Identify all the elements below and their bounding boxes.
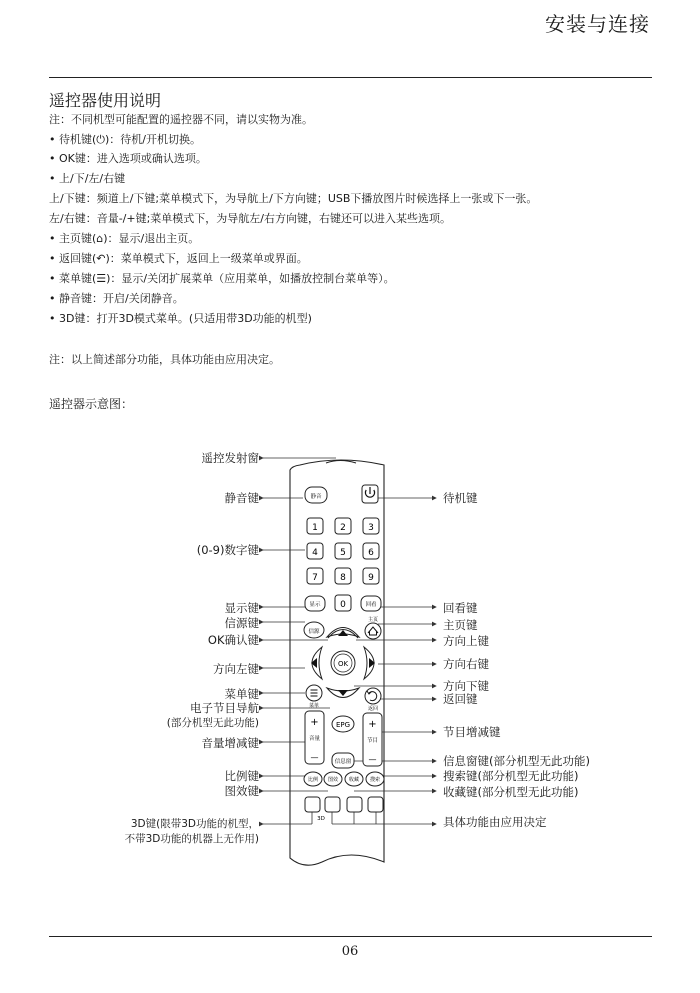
label-source: 信源键	[224, 616, 259, 630]
digit-label: 2	[340, 523, 346, 533]
label-digits: (0-9)数字键	[196, 543, 259, 557]
note: 注：以上简述部分功能，具体功能由应用决定。	[49, 353, 280, 366]
digit-label: 4	[312, 548, 318, 558]
footer-rule	[49, 936, 652, 937]
volume-minus: —	[310, 753, 319, 762]
paragraph: • 菜单键(☰)：显示/关闭扩展菜单（应用菜单，如播放控制台菜单等）。	[49, 272, 395, 285]
ir-window	[326, 461, 356, 464]
label-mute: 静音键	[224, 491, 259, 505]
label-epg-note: (部分机型无此功能)	[166, 717, 259, 729]
label-picture: 图效键	[224, 784, 259, 798]
paragraph: • 静音键：开启/关闭静音。	[49, 292, 184, 305]
label-display: 显示键	[224, 601, 259, 615]
paragraph: • OK键：进入选项或确认选项。	[49, 152, 207, 165]
3d-caption: 3D	[317, 816, 325, 822]
picture-button-label: 图效	[327, 777, 339, 783]
digit-label: 9	[368, 573, 374, 583]
favorite-button-label: 收藏	[348, 777, 360, 783]
paragraph: 左/右键：音量-/+键;菜单模式下，为导航左/右方向键，右键还可以进入某些选项。	[49, 212, 452, 225]
search-button-label: 搜索	[369, 777, 381, 783]
app-key-3[interactable]	[368, 797, 383, 812]
digit-label: 6	[368, 548, 374, 558]
label-volume: 音量增减键	[201, 736, 259, 750]
section-title: 安装与连接	[545, 12, 650, 36]
label-ir-window: 遥控发射窗	[201, 451, 259, 465]
d-pad	[311, 628, 375, 698]
app-key-2[interactable]	[347, 797, 362, 812]
paragraph: • 主页键(⌂)：显示/退出主页。	[49, 232, 200, 245]
home-caption: 主页	[367, 617, 379, 623]
label-standby: 待机键	[443, 491, 478, 505]
paragraph: • 3D键：打开3D模式菜单。(只适用带3D功能的机型)	[49, 312, 312, 325]
label-epg: 电子节目导航	[190, 701, 259, 715]
home-button[interactable]	[365, 623, 381, 639]
label-home: 主页键	[443, 618, 478, 632]
ok-button-label: OK	[337, 660, 349, 668]
back-caption: 返回	[367, 706, 379, 712]
label-dir-left: 方向左键	[213, 662, 259, 676]
page-number: 06	[341, 944, 359, 959]
display-button-label: 显示	[309, 602, 321, 608]
label-ok: OK确认键	[207, 633, 259, 647]
leader-lines-left	[263, 458, 339, 824]
digit-keypad	[305, 518, 381, 611]
digit-label: 8	[340, 573, 346, 583]
digit-label: 3	[368, 523, 374, 533]
app-key-1[interactable]	[325, 797, 340, 812]
paragraph: 上/下键：频道上/下键;菜单模式下，为导航上/下方向键；USB下播放图片时候选择上一张或下一张。	[49, 192, 538, 205]
paragraph: • 待机键(⏻)：待机/开机切换。	[49, 133, 201, 146]
volume-caption: 音量	[308, 736, 321, 742]
label-back: 返回键	[443, 692, 478, 706]
label-3d-note: 不带3D功能的机器上无作用)	[124, 833, 259, 845]
label-ratio: 比例键	[224, 769, 259, 783]
ratio-button-label: 比例	[307, 777, 319, 783]
menu-caption: 菜单	[308, 703, 320, 709]
paragraph: • 返回键(↶)：菜单模式下，返回上一级菜单或界面。	[49, 252, 308, 265]
channel-caption: 节目	[366, 738, 379, 744]
channel-plus: +	[368, 719, 377, 730]
volume-plus: +	[310, 717, 319, 728]
label-menu: 菜单键	[224, 687, 259, 701]
label-channel: 节目增减键	[443, 725, 501, 739]
label-favorite: 收藏键(部分机型无此功能)	[443, 785, 579, 799]
label-info: 信息窗键(部分机型无此功能)	[443, 754, 590, 768]
epg-button-label: EPG	[335, 721, 351, 729]
paragraph: 注：不同机型可能配置的遥控器不同，请以实物为准。	[49, 113, 313, 126]
back-button[interactable]	[365, 688, 381, 704]
label-3d: 3D键(限带3D功能的机型，	[130, 818, 259, 830]
label-review: 回看键	[443, 601, 478, 615]
source-button-label: 信源	[308, 629, 320, 635]
label-dir-right: 方向右键	[443, 657, 489, 671]
digit-label: 7	[312, 573, 318, 583]
digit-label: 1	[312, 523, 318, 533]
info-button-label: 信息窗	[334, 759, 352, 765]
review-button-label: 回看	[365, 602, 377, 608]
digit-label: 5	[340, 548, 346, 558]
mute-button-label: 静音	[310, 494, 322, 500]
label-dir-up: 方向上键	[443, 634, 489, 648]
label-search: 搜索键(部分机型无此功能)	[443, 769, 579, 783]
channel-minus: —	[368, 755, 377, 764]
digit-label: 0	[340, 600, 346, 610]
paragraph: • 上/下/左/右键	[49, 172, 126, 185]
label-dir-down: 方向下键	[443, 679, 489, 693]
3d-button[interactable]	[305, 797, 320, 812]
page-heading: 遥控器使用说明	[49, 91, 162, 110]
label-app: 具体功能由应用决定	[443, 815, 547, 829]
diagram-title: 遥控器示意图：	[49, 397, 134, 411]
